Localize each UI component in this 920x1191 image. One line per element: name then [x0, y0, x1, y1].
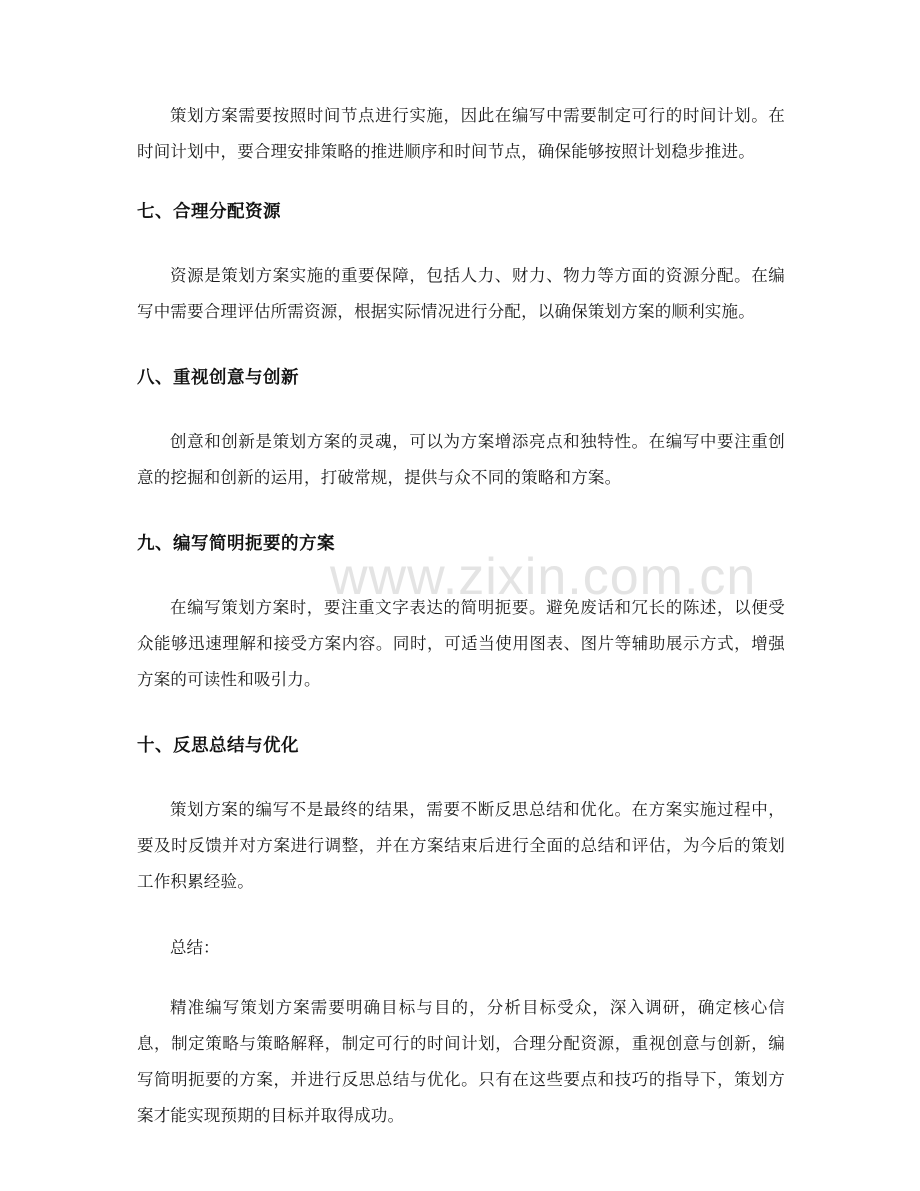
section-8-paragraph: 创意和创新是策划方案的灵魂，可以为方案增添亮点和独特性。在编写中要注重创意的挖掘和创新的运用，打破常规，提供与众不同的策略和方案。 [137, 432, 785, 487]
section-7-heading: 七、合理分配资源 [137, 202, 281, 222]
intro-paragraph: 策划方案需要按照时间节点进行实施，因此在编写中需要制定可行的时间计划。在时间计划中，要合理安排策略的推进顺序和时间节点，确保能够按照计划稳步推进。 [137, 106, 785, 161]
watermark: www.zixin.com.cn [330, 548, 757, 606]
section-9-paragraph: 在编写策划方案时，要注重文字表达的简明扼要。避免废话和冗长的陈述，以便受众能够迅速理解和接受方案内容。同时，可适当使用图表、图片等辅助展示方式，增强方案的可读性和吸引力。 [137, 598, 785, 689]
section-9-heading: 九、编写简明扼要的方案 [137, 534, 335, 554]
section-8-heading: 八、重视创意与创新 [137, 368, 299, 388]
summary-label: 总结： [170, 938, 220, 957]
summary-paragraph: 精准编写策划方案需要明确目标与目的，分析目标受众，深入调研，确定核心信息，制定策略与策略解释，制定可行的时间计划，合理分配资源，重视创意与创新，编写简明扼要的方案，并进行反思总结与优化。只有在这些要点和技巧的指导下，策划方案才能实现预期的目标并取得成功。 [137, 998, 785, 1125]
section-10-paragraph: 策划方案的编写不是最终的结果，需要不断反思总结和优化。在方案实施过程中，要及时反馈并对方案进行调整，并在方案结束后进行全面的总结和评估，为今后的策划工作积累经验。 [137, 800, 785, 891]
section-10-heading: 十、反思总结与优化 [137, 736, 299, 756]
section-7-paragraph: 资源是策划方案实施的重要保障，包括人力、财力、物力等方面的资源分配。在编写中需要合理评估所需资源，根据实际情况进行分配，以确保策划方案的顺利实施。 [137, 266, 785, 321]
document-body [137, 98, 785, 1164]
